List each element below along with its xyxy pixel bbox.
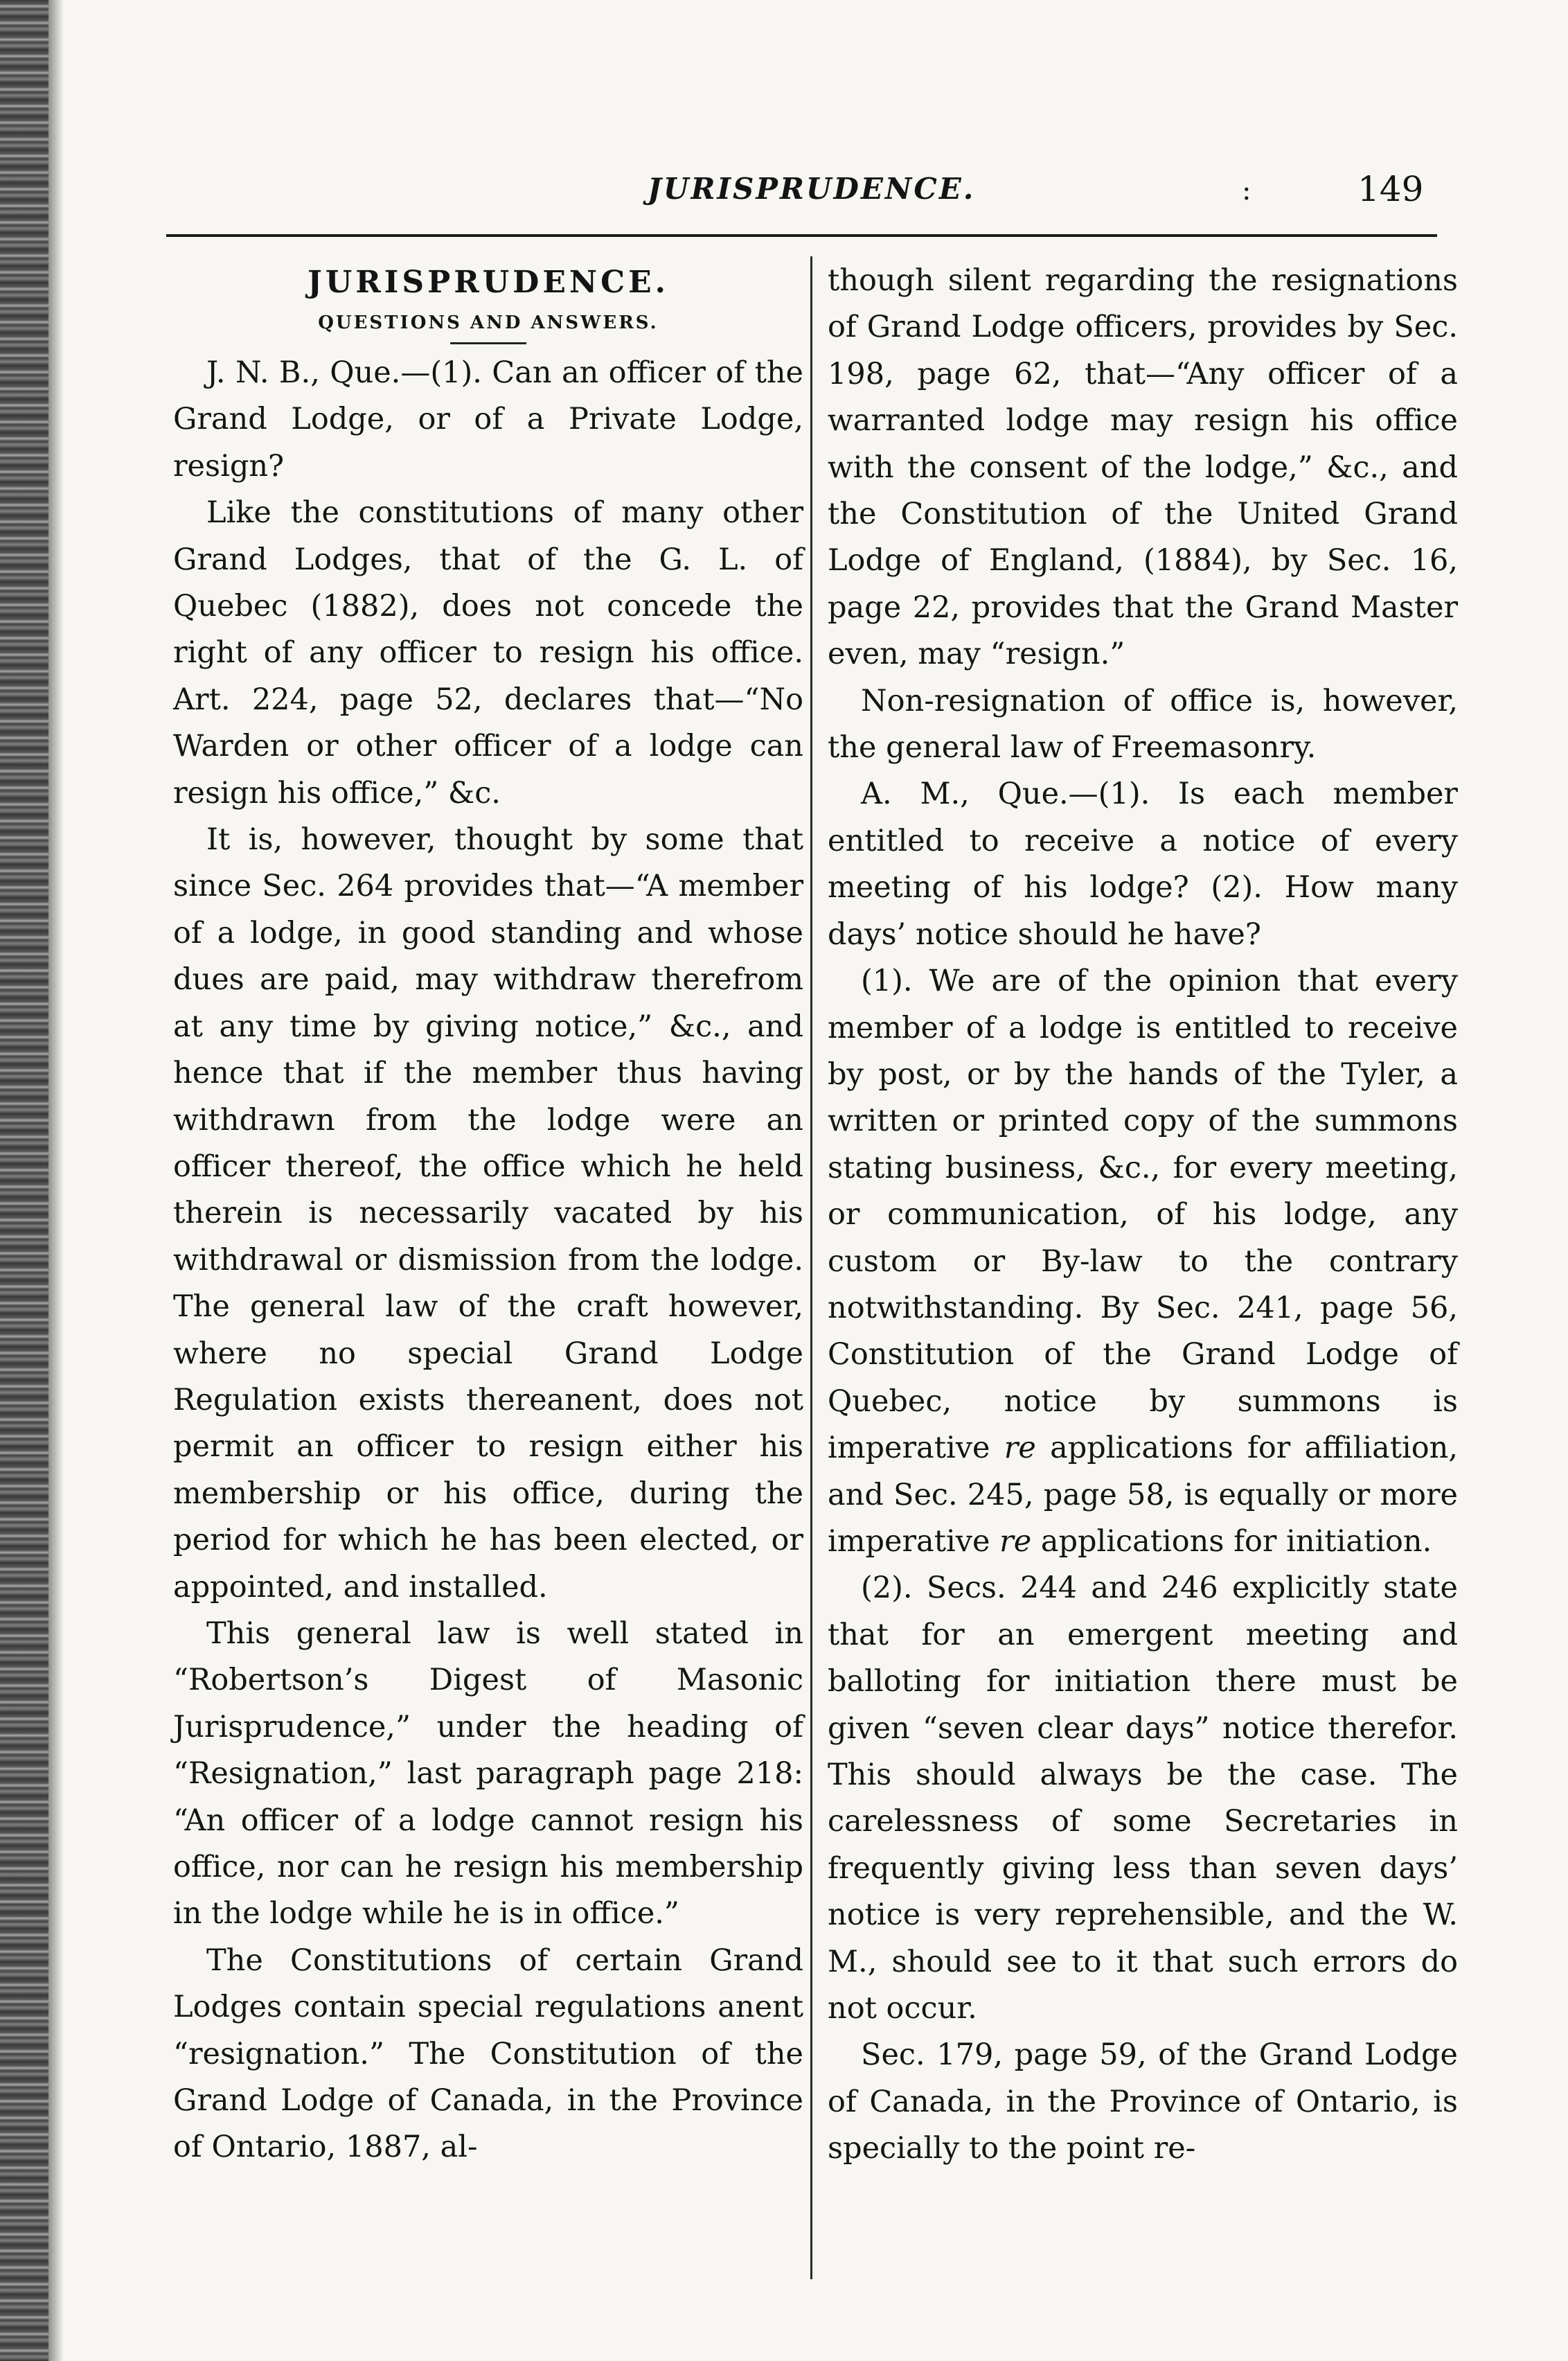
section-title: JURISPRUDENCE. [308,265,669,300]
right-column [828,258,1458,2173]
section-subtitle: QUESTIONS AND ANSWERS. [318,312,659,333]
answer-paragraph: Non-resignation of office is, however, the general law of Freemasonry. [828,683,1458,766]
running-title: JURISPRUDENCE. [648,172,976,206]
answer-paragraph: Like the constitutions of many other Grand Lodges, that of the G. L. of Quebec (1882), does not concede the right of any officer to resign his office. Art. 224, page 52, declares that—“No Warden or other officer of a lodge can resign his office,” &c. [173,495,803,811]
paragraph-text: (1). We are of the opinion that every member of a lodge is entitled to receive by post, or by the hands of the Tyler, a written or printed copy of the summons stating business, &c., for every meeting, or communication, of his lodge, any custom or By-law to the contrary notwithstanding. By Sec. 241, page 56, Constitution of the Grand Lodge of Quebec, notice by summons is imperative [828,964,1458,1466]
binding-shadow [48,0,64,2361]
left-column [173,258,803,2171]
italic-re: re [999,1523,1032,1559]
answer-paragraph [828,958,1458,1565]
italic-re: re [1004,1431,1036,1466]
book-binding-edge [0,0,48,2361]
answer-paragraph: This general law is well stated in “Robertson’s Digest of Masonic Jurisprudence,” under the heading of “Resignation,” last paragraph page 218: “An officer of a lodge cannot resign his office, nor can he resign his membership in the lodge while he is in office.” [173,1616,803,1931]
question-paragraph: J. N. B., Que.—(1). Can an officer of the Grand Lodge, or of a Private Lodge, resign? [173,355,803,484]
paragraph-text: applications for affiliation, and Sec. 245, page 58, is equally or more imperative [828,1431,1458,1559]
answer-paragraph: The Constitutions of certain Grand Lodges contain special regulations anent “resignation.” The Constitution of the Grand Lodge of Canada, in the Province of Ontario, 1887, al- [173,1943,803,2165]
header-rule [166,234,1437,237]
paragraph-text: applications for initiation. [1031,1523,1432,1559]
continued-paragraph: though silent regarding the resignations of Grand Lodge officers, provides by Sec. 198, page 62, that—“Any officer of a warranted lodge may resign his office with the consent of the lodge,” &c., and the Constitution of the United Grand Lodge of England, (1884), by Sec. 16, page 22, provides that the Grand Master even, may “resign.” [828,263,1458,672]
answer-paragraph: Sec. 179, page 59, of the Grand Lodge of Canada, in the Province of Ontario, is specially to the point re- [828,2037,1458,2166]
title-rule [450,342,526,344]
page-number: 149 [1357,169,1424,209]
running-head-colon: : [1242,175,1251,206]
question-paragraph: A. M., Que.—(1). Is each member entitled to receive a notice of every meeting of his lodge? (2). How many days’ notice should he have? [828,777,1458,952]
answer-paragraph: It is, however, thought by some that since Sec. 264 provides that—“A member of a lodge, in good standing and whose dues are paid, may withdraw therefrom at any time by giving notice,” &c., and hence that if the member thus having withdrawn from the lodge were an officer thereof, the office which he held therein is necessarily vacated by his withdrawal or dismission from the lodge. The general law of the craft however, where no special Grand Lodge Regulation exists thereanent, does not permit an officer to resign either his membership or his office, during the period for which he has been elected, or appointed, and installed. [173,822,803,1604]
column-divider [810,256,812,2279]
answer-paragraph: (2). Secs. 244 and 246 explicitly state that for an emergent meeting and balloting for initiation there must be given “seven clear days” notice therefor. This should always be the case. The carelessness of some Secretaries in frequently giving less than seven days’ notice is very reprehensible, and the W. M., should see to it that such errors do not occur. [828,1571,1458,2026]
